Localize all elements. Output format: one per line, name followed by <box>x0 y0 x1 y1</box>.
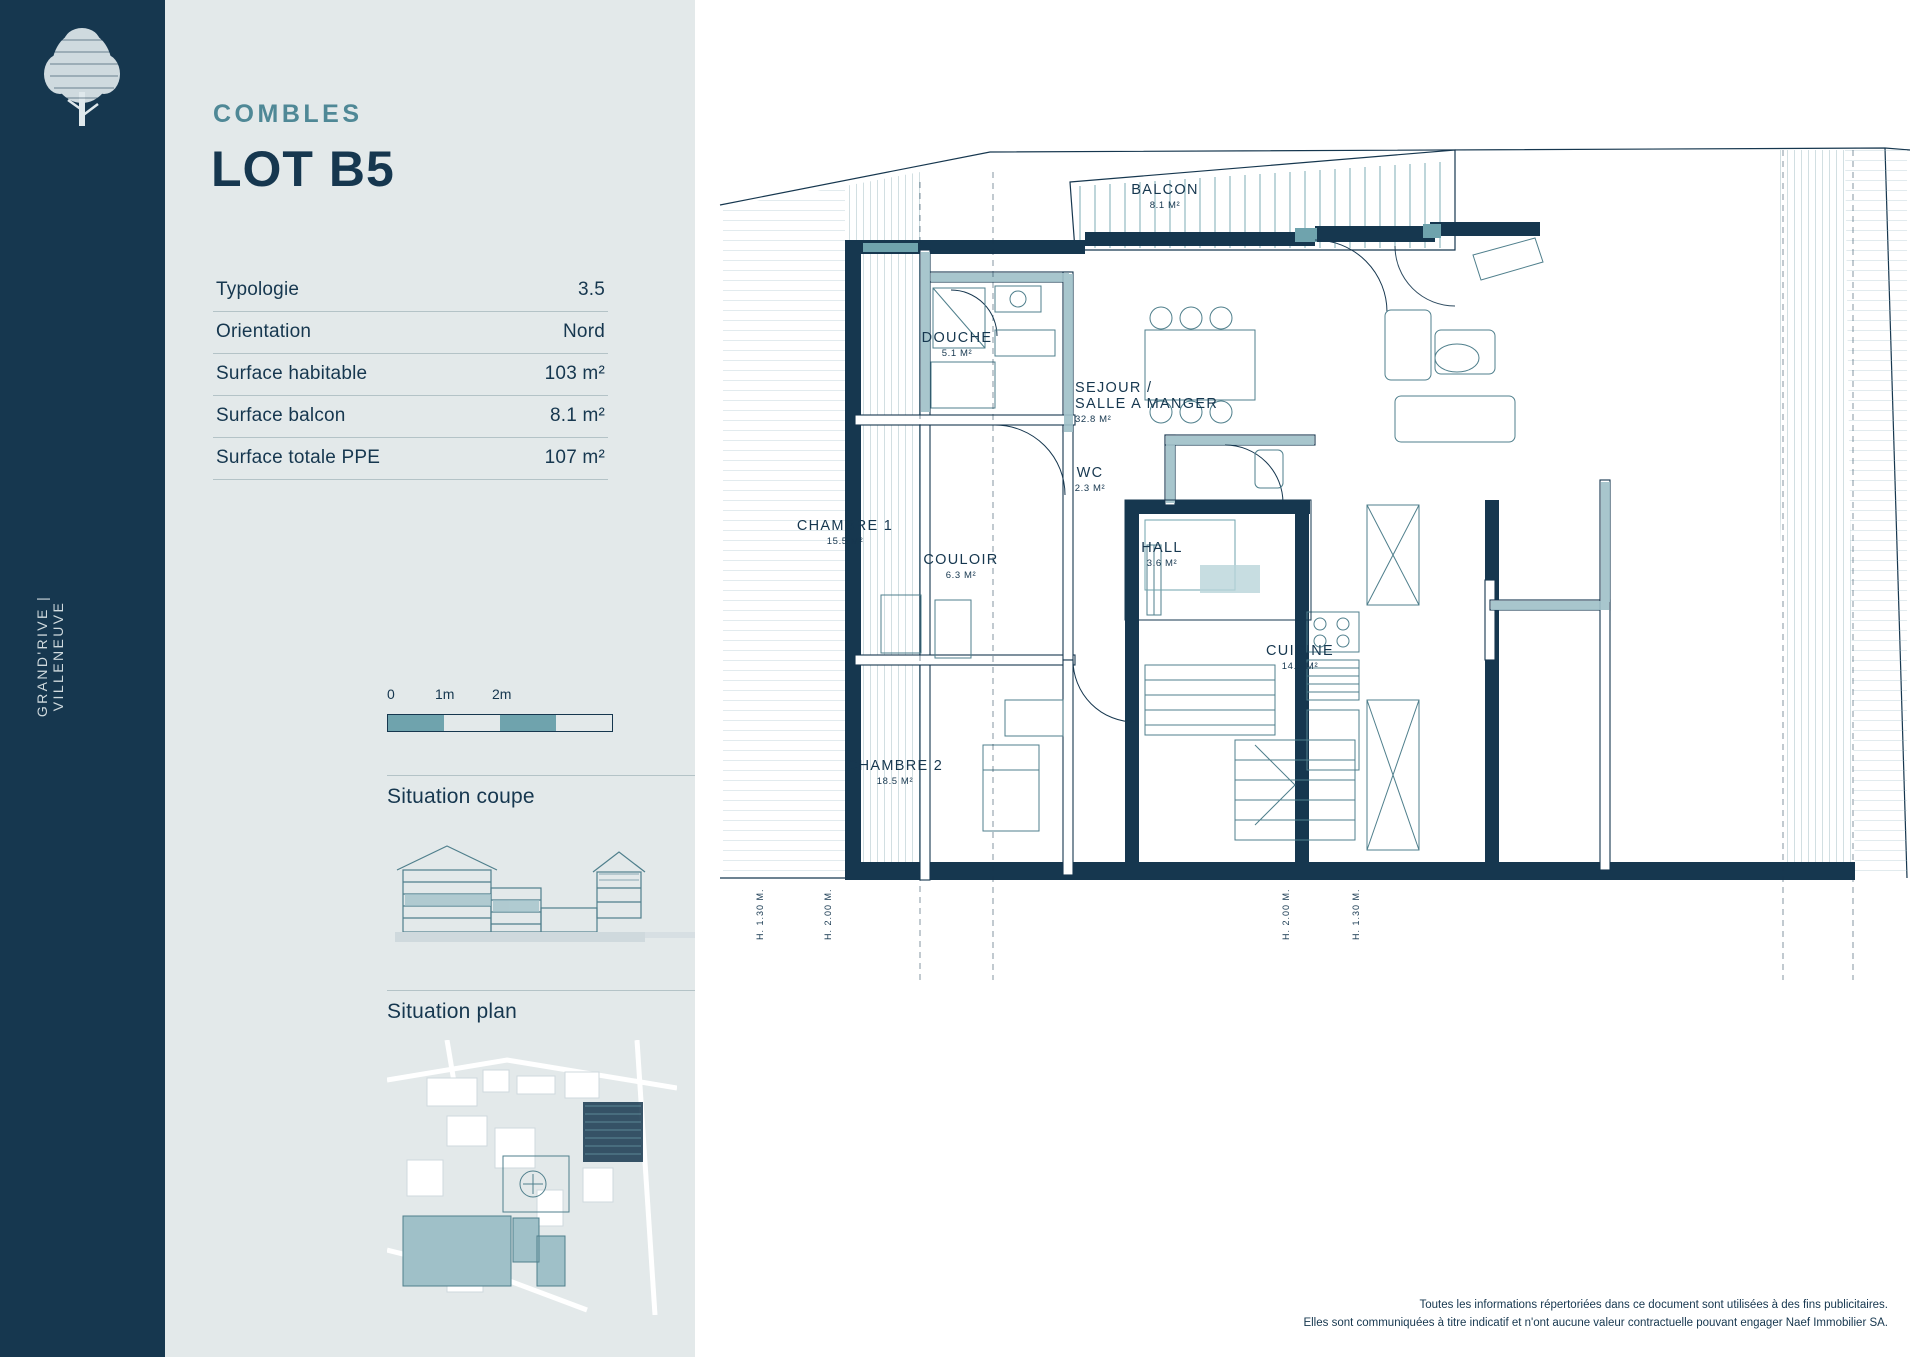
dimension-label: H. 1.30 M. <box>755 888 765 940</box>
scale-tick-1: 1m <box>435 686 455 702</box>
scale-segment <box>556 715 612 731</box>
spec-value: 3.5 <box>577 279 605 300</box>
spec-label: Surface balcon <box>216 405 346 426</box>
dimension-label: H. 1.30 M. <box>1351 888 1361 940</box>
scale-tick-0: 0 <box>387 686 395 702</box>
table-row <box>213 438 608 480</box>
scale-segment <box>444 715 500 731</box>
situation-plan-illustration <box>387 1040 677 1315</box>
table-row <box>213 270 608 312</box>
table-row <box>213 312 608 354</box>
left-brand-strip <box>0 0 165 1357</box>
situation-coupe-illustration <box>387 830 697 965</box>
page-title: LOT B5 <box>211 141 395 197</box>
room-label-chambre1: CHAMBRE 1 15.5 M² <box>796 518 894 547</box>
scale-segment <box>500 715 556 731</box>
floor-plan <box>695 0 1920 1357</box>
room-label-sejour: SEJOUR / SALLE A MANGER 32.8 M² <box>1075 380 1219 425</box>
section-title-coupe: Situation coupe <box>387 785 535 808</box>
spec-value: 107 m² <box>544 447 605 468</box>
table-row <box>213 396 608 438</box>
tree-icon <box>30 22 135 132</box>
dimension-label: H. 2.00 M. <box>1281 888 1291 940</box>
spec-label: Orientation <box>216 321 312 342</box>
floor-plan-drawing <box>695 0 1920 1200</box>
info-panel <box>165 0 695 1357</box>
room-label-wc: WC 2.3 M² <box>1074 465 1106 494</box>
room-label-hall: HALL 3.6 M² <box>1141 540 1183 569</box>
scale-tick-2: 2m <box>492 686 512 702</box>
dimension-label: H. 2.00 M. <box>823 888 833 940</box>
room-label-douche: DOUCHE 5.1 M² <box>921 330 993 359</box>
room-label-cuisine: CUISINE 14.5 M² <box>1266 643 1334 672</box>
section-title-plan: Situation plan <box>387 1000 518 1023</box>
page-subtitle: COMBLES <box>213 100 363 128</box>
room-label-couloir: COULOIR 6.3 M² <box>923 552 999 581</box>
room-label-balcon: BALCON 8.1 M² <box>1131 182 1199 211</box>
spec-value: 8.1 m² <box>549 405 605 426</box>
table-row <box>213 354 608 396</box>
legal-line-2: Elles sont communiquées à titre indicatif et n'ont aucune valeur contractuelle pouvant engager Naef Immobilier SA. <box>1303 1317 1888 1330</box>
brand-vertical-text: GRAND'RIVE | VILLENEUVE <box>34 594 66 718</box>
spec-label: Surface habitable <box>216 363 368 384</box>
spec-table <box>213 270 608 480</box>
spec-value: 103 m² <box>544 363 605 384</box>
room-label-chambre2: CHAMBRE 2 18.5 M² <box>846 758 944 787</box>
scale-bar-labels <box>387 686 657 706</box>
legal-line-1: Toutes les informations répertoriées dans ce document sont utilisées à des fins publicitaires. <box>1419 1299 1888 1312</box>
legal-disclaimer <box>1303 1297 1888 1333</box>
scale-bar <box>387 714 613 732</box>
scale-segment <box>388 715 444 731</box>
spec-label: Surface totale PPE <box>216 447 381 468</box>
spec-value: Nord <box>563 321 605 342</box>
spec-label: Typologie <box>216 279 300 300</box>
